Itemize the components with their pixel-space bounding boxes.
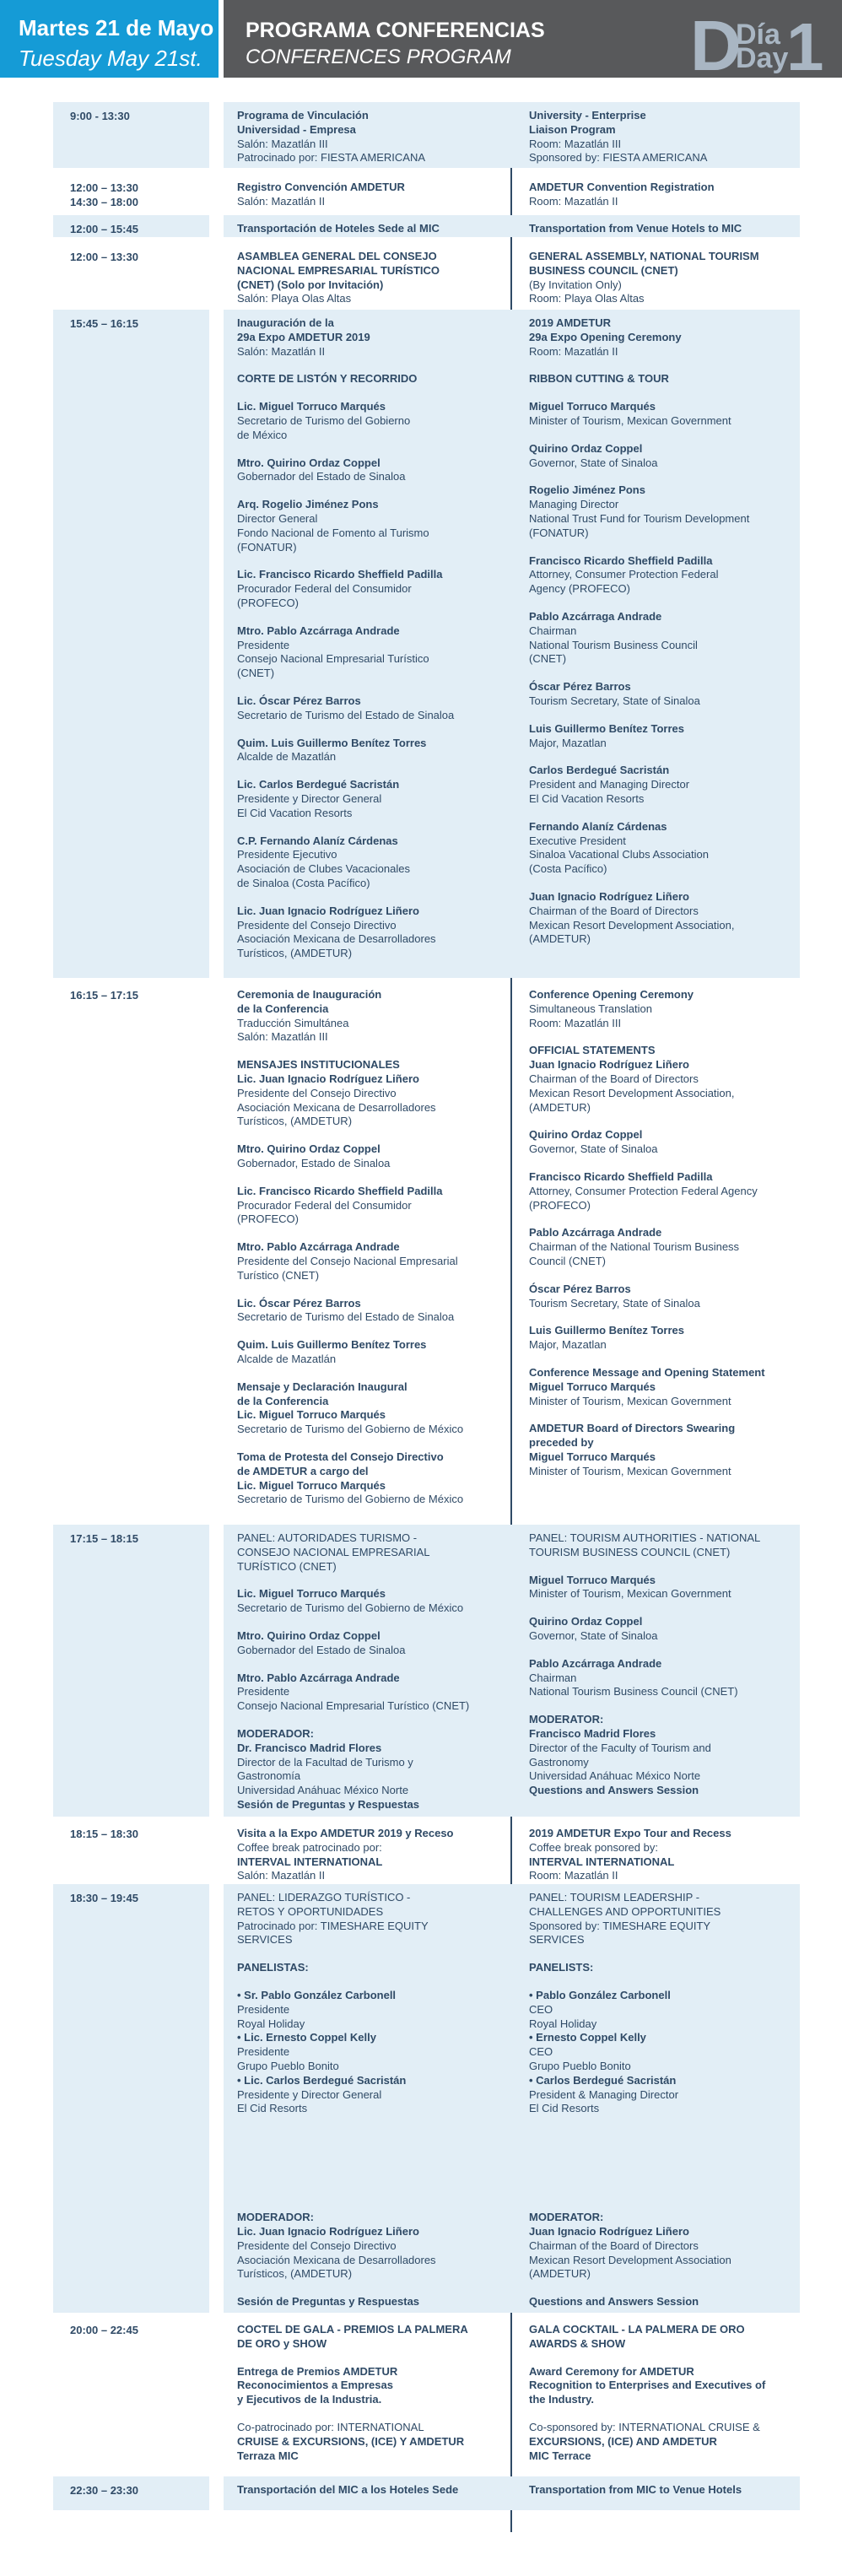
english-column xyxy=(529,1531,797,1798)
program-line: Governor, State of Sinaloa xyxy=(529,1142,658,1156)
program-line: Salón: Playa Olas Altas xyxy=(237,292,352,305)
program-line: Mensaje y Declaración Inaugural de la Conferencia Lic. Miguel Torruco Marqués xyxy=(237,1380,408,1422)
english-column xyxy=(529,1827,797,1883)
program-line: INTERVAL INTERNATIONAL xyxy=(237,1855,383,1868)
schedule-row xyxy=(53,2316,800,2473)
program-line: Lic. Carlos Berdegué Sacristán xyxy=(237,778,400,791)
program-line: COCTEL DE GALA - PREMIOS LA PALMERA DE ORO y SHOW xyxy=(237,2323,468,2350)
program-line: PANEL: TOURISM LEADERSHIP - CHALLENGES AND OPPORTUNITIES xyxy=(529,1891,721,1918)
program-line: PANELISTAS: xyxy=(237,1961,309,1974)
day-badge-day: Day xyxy=(736,42,789,74)
schedule-row xyxy=(53,310,800,978)
program-line: Chairman of the National Tourism Business Council (CNET) xyxy=(529,1240,740,1267)
time-slot: 17:15 – 18:15 xyxy=(70,1532,138,1545)
spacer xyxy=(237,764,556,778)
schedule-row xyxy=(53,1525,800,1817)
spacer xyxy=(529,386,797,400)
day-badge-number: 1 xyxy=(786,9,824,84)
spacer xyxy=(529,1975,797,1989)
program-line: Attorney, Consumer Protection Federal Agency (PROFECO) xyxy=(529,1184,758,1212)
spacer xyxy=(529,1310,797,1324)
program-line: Pablo Azcárraga Andrade xyxy=(529,1226,662,1239)
spacer xyxy=(529,541,797,554)
schedule-row xyxy=(53,1884,800,2313)
program-line: • Ernesto Coppel Kelly xyxy=(529,2031,646,2044)
program-line: Mtro. Pablo Azcárraga Andrade xyxy=(237,1671,400,1684)
spacer xyxy=(529,667,797,680)
english-column xyxy=(529,2483,797,2498)
program-line: Conference Message and Opening Statement Miguel Torruco Marqués xyxy=(529,1365,765,1393)
program-line: PANEL: AUTORIDADES TURISMO - CONSEJO NACIONAL EMPRESARIAL TURÍSTICO (CNET) xyxy=(237,1531,430,1573)
spacer xyxy=(529,2352,797,2365)
program-line: Carlos Berdegué Sacristán xyxy=(529,764,670,777)
spacer xyxy=(529,807,797,820)
program-line: University - Enterprise Liaison Program xyxy=(529,109,646,136)
program-line: Minister of Tourism, Mexican Government xyxy=(529,1394,731,1407)
program-line: Director of the Faculty of Tourism and Gastronomy Universidad Anáhuac México Norte xyxy=(529,1741,711,1783)
spacer xyxy=(237,2282,556,2295)
program-line: Secretario de Turismo del Estado de Sinaloa xyxy=(237,1310,455,1324)
schedule-row xyxy=(53,174,800,209)
program-line: MODERADOR: Lic. Juan Ignacio Rodríguez Liñero xyxy=(237,2211,419,2238)
time-slot: 9:00 - 13:30 xyxy=(70,110,130,122)
program-line: Luis Guillermo Benítez Torres xyxy=(529,1324,684,1337)
program-line: Procurador Federal del Consumidor (PROFECO) xyxy=(237,1198,412,1226)
program-line: Room: Mazatlán II xyxy=(529,1869,618,1882)
spacer xyxy=(237,1975,556,1989)
spanish-column xyxy=(237,2323,556,2463)
spacer xyxy=(237,891,556,905)
program-line: Room: Mazatlán II xyxy=(529,194,618,208)
time-cell-background xyxy=(53,310,209,978)
time-slot: 12:00 – 15:45 xyxy=(70,223,138,235)
program-line: Quirino Ordaz Coppel xyxy=(529,1128,643,1142)
program-line: Transportation from Venue Hotels to MIC xyxy=(529,222,742,235)
program-line: Minister of Tourism, Mexican Government xyxy=(529,1587,731,1601)
program-line: Co-sponsored by: INTERNATIONAL CRUISE & xyxy=(529,2420,760,2433)
program-line: Director de la Facultad de Turismo y Gastronomía Universidad Anáhuac México Norte xyxy=(237,1755,413,1797)
spacer xyxy=(529,2282,797,2295)
program-line: Salón: Mazatlán II xyxy=(237,344,326,358)
program-line: Arq. Rogelio Jiménez Pons xyxy=(237,498,379,511)
program-line: Presidente del Consejo Directivo Asociación Mexicana de Desarrolladores Turísticos, (AMDETUR) xyxy=(237,918,436,960)
spacer xyxy=(237,443,556,456)
program-line: Gobernador, Estado de Sinaloa xyxy=(237,1156,391,1169)
spacer xyxy=(529,750,797,764)
program-line: Presidente del Consejo Nacional Empresarial Turístico (CNET) xyxy=(237,1254,458,1282)
header-title-en: CONFERENCES PROGRAM xyxy=(246,46,511,68)
program-line: Salón: Mazatlán III xyxy=(237,137,328,150)
program-line: Chairman of the Board of Directors Mexican Resort Development Association (AMDETUR) xyxy=(529,2238,731,2281)
time-slot: 12:00 – 13:30 14:30 – 18:00 xyxy=(70,181,138,208)
program-line: Secretario de Turismo del Gobierno de México xyxy=(237,1493,464,1506)
program-line: Fernando Alaníz Cárdenas xyxy=(529,819,667,833)
time-slot: 16:15 – 17:15 xyxy=(70,989,138,1002)
spacer xyxy=(529,1947,797,1961)
header-date-en: Tuesday May 21st. xyxy=(19,46,202,71)
program-line: Mtro. Pablo Azcárraga Andrade xyxy=(237,1240,400,1254)
program-line: Quim. Luis Guillermo Benítez Torres xyxy=(237,736,427,749)
program-line: Lic. Miguel Torruco Marqués xyxy=(237,1587,386,1601)
program-line: Sponsored by: FIESTA AMERICANA xyxy=(529,151,708,165)
program-line: Tourism Secretary, State of Sinaloa xyxy=(529,1296,700,1310)
program-line: Sponsored by: TIMESHARE EQUITY SERVICES xyxy=(529,1919,711,1947)
program-line: Luis Guillermo Benítez Torres xyxy=(529,721,684,735)
spacer xyxy=(237,1045,556,1058)
program-line: Mtro. Quirino Ordaz Coppel xyxy=(237,1142,381,1156)
program-line: MODERATOR: Juan Ignacio Rodríguez Liñero xyxy=(529,2211,689,2238)
spacer xyxy=(237,386,556,400)
program-line: Gobernador del Estado de Sinaloa xyxy=(237,1643,406,1656)
spacer xyxy=(529,429,797,442)
spanish-column xyxy=(237,988,556,1507)
spacer xyxy=(237,1616,556,1629)
program-line: Coffee break ponsored by: xyxy=(529,1840,658,1854)
program-line: CEO Grupo Pueblo Bonito xyxy=(529,2045,631,2072)
spacer xyxy=(237,484,556,498)
time-slot: 22:30 – 23:30 xyxy=(70,2484,138,2497)
spacer xyxy=(237,1227,556,1240)
program-line: President and Managing Director El Cid Vacation Resorts xyxy=(529,778,690,805)
program-line: Toma de Protesta del Consejo Directivo de AMDETUR a cargo del Lic. Miguel Torruco Marqués xyxy=(237,1450,444,1492)
spanish-column xyxy=(237,2483,556,2498)
program-line: Mtro. Quirino Ordaz Coppel xyxy=(237,1628,381,1642)
program-line: RIBBON CUTTING & TOUR xyxy=(529,372,669,386)
spacer xyxy=(237,1947,556,1961)
program-line: Chairman National Tourism Business Council (CNET) xyxy=(529,624,698,666)
spacer xyxy=(237,1129,556,1142)
program-line: EXCURSIONS, (ICE) AND AMDETUR MIC Terrace xyxy=(529,2434,717,2462)
program-line: Patrocinado por: FIESTA AMERICANA xyxy=(237,151,426,165)
spacer xyxy=(529,2407,797,2421)
program-line: Minister of Tourism, Mexican Government xyxy=(529,413,731,427)
program-line: Chairman of the Board of Directors Mexican Resort Development Association, (AMDETUR) xyxy=(529,1072,735,1114)
program-line: Presidente Consejo Nacional Empresarial Turístico (CNET) xyxy=(237,638,429,680)
spacer xyxy=(237,681,556,694)
program-line: Registro Convención AMDETUR xyxy=(237,181,405,193)
program-line: Juan Ignacio Rodríguez Liñero xyxy=(529,889,689,903)
day-badge-letter: D xyxy=(690,6,742,85)
program-line: C.P. Fernando Alaníz Cárdenas xyxy=(237,834,398,847)
program-line: Pablo Azcárraga Andrade xyxy=(529,1656,662,1670)
english-column xyxy=(529,1891,797,2309)
spacer xyxy=(237,1714,556,1727)
spacer xyxy=(529,709,797,722)
schedule-row xyxy=(53,1820,800,1881)
program-line: MODERATOR: Francisco Madrid Flores xyxy=(529,1713,656,1740)
time-slot: 15:45 – 16:15 xyxy=(70,317,138,330)
time-slot: 20:00 – 22:45 xyxy=(70,2324,138,2336)
program-line: • Carlos Berdegué Sacristán xyxy=(529,2073,677,2087)
spacer xyxy=(237,1658,556,1671)
spacer xyxy=(529,2116,797,2211)
program-line: Co-patrocinado por: INTERNATIONAL xyxy=(237,2420,424,2433)
program-line: (By Invitation Only) Room: Playa Olas Altas xyxy=(529,278,645,305)
program-line: • Sr. Pablo González Carbonell xyxy=(237,1988,397,2001)
program-line: Alcalde de Mazatlán xyxy=(237,750,337,764)
spacer xyxy=(237,1325,556,1338)
spacer xyxy=(529,1699,797,1713)
program-line: PANELISTS: xyxy=(529,1961,594,1974)
program-line: Secretario de Turismo del Gobierno de México xyxy=(237,1601,464,1615)
english-column xyxy=(529,2323,797,2463)
program-line: Sesión de Preguntas y Respuestas xyxy=(237,2295,420,2309)
program-line: GENERAL ASSEMBLY, NATIONAL TOURISM BUSINESS COUNCIL (CNET) xyxy=(529,250,759,277)
schedule-row xyxy=(53,243,800,304)
header-date-es: Martes 21 de Mayo xyxy=(19,15,214,41)
spacer xyxy=(529,597,797,610)
english-column xyxy=(529,316,797,947)
spanish-column xyxy=(237,1891,556,2309)
spacer xyxy=(529,1560,797,1574)
program-line: Lic. Miguel Torruco Marqués xyxy=(237,400,386,413)
program-line: Questions and Answers Session xyxy=(529,1784,699,1797)
program-line: Award Ceremony for AMDETUR Recognition to Enterprises and Executives of the Industry. xyxy=(529,2364,766,2406)
program-line: Presidente y Director General El Cid Resorts xyxy=(237,2087,382,2115)
program-line: Room: Mazatlán III xyxy=(529,137,622,150)
program-line: Governor, State of Sinaloa xyxy=(529,1628,658,1642)
program-line: Ceremonia de Inauguración de la Conferencia xyxy=(237,988,382,1015)
program-line: • Lic. Carlos Berdegué Sacristán xyxy=(237,2073,407,2087)
header-title-es: PROGRAMA CONFERENCIAS xyxy=(246,19,545,42)
program-line: Lic. Francisco Ricardo Sheffield Padilla xyxy=(237,1184,443,1197)
program-line: Óscar Pérez Barros xyxy=(529,680,631,694)
program-line: Lic. Francisco Ricardo Sheffield Padilla xyxy=(237,568,443,581)
program-line: • Lic. Ernesto Coppel Kelly xyxy=(237,2031,376,2044)
spacer xyxy=(237,1437,556,1450)
spacer xyxy=(237,1367,556,1380)
spacer xyxy=(529,1644,797,1657)
program-line: Secretario de Turismo del Gobierno de México xyxy=(237,1423,464,1436)
program-line: Gobernador del Estado de Sinaloa xyxy=(237,470,406,483)
program-line: Visita a la Expo AMDETUR 2019 y Receso xyxy=(237,1827,454,1839)
program-line: Transportación de Hoteles Sede al MIC xyxy=(237,222,440,235)
program-line: Mtro. Pablo Azcárraga Andrade xyxy=(237,624,400,637)
program-line: Francisco Ricardo Sheffield Padilla xyxy=(529,554,713,567)
program-line: Sesión de Preguntas y Respuestas xyxy=(237,1797,420,1811)
program-line: PANEL: TOURISM AUTHORITIES - NATIONAL TOURISM BUSINESS COUNCIL (CNET) xyxy=(529,1531,761,1558)
program-line: Questions and Answers Session xyxy=(529,2295,699,2309)
spacer xyxy=(237,359,556,372)
program-line: Transportación del MIC a los Hoteles Sede xyxy=(237,2483,459,2496)
program-line: AMDETUR Convention Registration xyxy=(529,181,715,193)
spacer xyxy=(237,554,556,568)
program-line: Quirino Ordaz Coppel xyxy=(529,441,643,455)
spacer xyxy=(237,2116,556,2211)
spacer xyxy=(529,470,797,483)
english-column xyxy=(529,109,797,165)
program-line: Salón: Mazatlán II xyxy=(237,1869,326,1882)
program-line: Rogelio Jiménez Pons xyxy=(529,483,645,497)
spacer xyxy=(529,1601,797,1615)
day-badge-dia: Día xyxy=(736,19,780,51)
program-line: Coffee break patrocinado por: xyxy=(237,1840,382,1854)
spacer xyxy=(529,877,797,890)
program-line: CEO Royal Holiday xyxy=(529,2002,597,2030)
spanish-column xyxy=(237,222,556,236)
spacer xyxy=(237,1171,556,1185)
program-line: Conference Opening Ceremony xyxy=(529,988,694,1001)
program-line: Óscar Pérez Barros xyxy=(529,1282,631,1295)
program-line: ASAMBLEA GENERAL DEL CONSEJO NACIONAL EMPRESARIAL TURÍSTICO (CNET) (Solo por Invitación) xyxy=(237,250,440,291)
program-line: PANEL: LIDERAZGO TURÍSTICO - RETOS Y OPORTUNIDADES xyxy=(237,1891,411,1918)
spanish-column xyxy=(237,250,556,306)
program-line: Lic. Juan Ignacio Rodríguez Liñero xyxy=(237,904,419,917)
spacer xyxy=(237,1283,556,1297)
spanish-column xyxy=(237,109,556,165)
spanish-column xyxy=(237,1531,556,1812)
english-column xyxy=(529,181,797,209)
program-line: Governor, State of Sinaloa xyxy=(529,456,658,469)
spacer xyxy=(237,1574,556,1587)
program-line: Executive President Sinaloa Vacational Clubs Association (Costa Pacífico) xyxy=(529,834,709,876)
spacer xyxy=(529,1269,797,1283)
program-line: • Pablo González Carbonell xyxy=(529,1988,671,2001)
spanish-column xyxy=(237,1827,556,1883)
english-column xyxy=(529,250,797,306)
program-line: Presidente Ejecutivo Asociación de Clubes Vacacionales de Sinaloa (Costa Pacífico) xyxy=(237,848,410,889)
program-line: Quim. Luis Guillermo Benítez Torres xyxy=(237,1338,427,1352)
program-line: Managing Director National Trust Fund for Tourism Development (FONATUR) xyxy=(529,498,750,539)
program-line: OFFICIAL STATEMENTS Juan Ignacio Rodríguez Liñero xyxy=(529,1044,689,1072)
program-line: Simultaneous Translation Room: Mazatlán III xyxy=(529,1002,652,1029)
schedule-row xyxy=(53,2476,800,2510)
spacer xyxy=(529,1030,797,1044)
schedule-row xyxy=(53,215,800,237)
program-line: President & Managing Director El Cid Resorts xyxy=(529,2087,679,2115)
program-line: Presidente del Consejo Directivo Asociación Mexicana de Desarrolladores Turísticos, (AMDETUR) xyxy=(237,1086,436,1128)
program-line: INTERVAL INTERNATIONAL xyxy=(529,1855,675,1868)
program-line: Minister of Tourism, Mexican Government xyxy=(529,1464,731,1477)
spacer xyxy=(529,1212,797,1226)
spacer xyxy=(237,723,556,737)
program-line: MODERADOR: Dr. Francisco Madrid Flores xyxy=(237,1726,382,1754)
program-line: Major, Mazatlan xyxy=(529,1338,607,1352)
spanish-column xyxy=(237,316,556,961)
program-line: CORTE DE LISTÓN Y RECORRIDO xyxy=(237,372,418,386)
spacer xyxy=(237,611,556,624)
program-line: Patrocinado por: TIMESHARE EQUITY SERVICES xyxy=(237,1919,429,1947)
program-line: Alcalde de Mazatlán xyxy=(237,1352,337,1365)
program-line: Secretario de Turismo del Gobierno de México xyxy=(237,413,411,441)
program-line: Presidente Consejo Nacional Empresarial Turístico (CNET) xyxy=(237,1685,470,1713)
program-line: Programa de Vinculación Universidad - Empresa xyxy=(237,109,369,136)
spacer xyxy=(529,1353,797,1366)
english-column xyxy=(529,988,797,1479)
program-line: Attorney, Consumer Protection Federal Agency (PROFECO) xyxy=(529,568,719,596)
schedule-row xyxy=(53,981,800,1521)
program-line: Presidente y Director General El Cid Vacation Resorts xyxy=(237,791,382,819)
time-slot: 18:30 – 19:45 xyxy=(70,1892,138,1904)
schedule-row xyxy=(53,102,800,168)
program-line: 2019 AMDETUR Expo Tour and Recess xyxy=(529,1827,731,1839)
header-date-box xyxy=(0,0,219,78)
program-line: CRUISE & EXCURSIONS, (ICE) Y AMDETUR Terraza MIC xyxy=(237,2434,465,2462)
program-line: Procurador Federal del Consumidor (PROFECO) xyxy=(237,582,412,609)
spacer xyxy=(237,821,556,834)
program-line: Chairman National Tourism Business Council (CNET) xyxy=(529,1671,738,1698)
program-line: Francisco Ricardo Sheffield Padilla xyxy=(529,1169,713,1183)
program-line: Inauguración de la 29a Expo AMDETUR 2019 xyxy=(237,316,370,343)
program-line: Entrega de Premios AMDETUR Reconocimientos a Empresas y Ejecutivos de la Industria. xyxy=(237,2364,398,2406)
program-line: Secretario de Turismo del Estado de Sinaloa xyxy=(237,708,455,721)
time-slot: 18:15 – 18:30 xyxy=(70,1828,138,1840)
program-line: Quirino Ordaz Coppel xyxy=(529,1615,643,1628)
program-line: Mtro. Quirino Ordaz Coppel xyxy=(237,456,381,469)
program-line: 2019 AMDETUR 29a Expo Opening Ceremony xyxy=(529,316,682,343)
program-line: Lic. Óscar Pérez Barros xyxy=(237,694,361,707)
time-cell-background xyxy=(53,1884,209,2313)
program-line: Transportation from MIC to Venue Hotels xyxy=(529,2483,742,2496)
program-line: Miguel Torruco Marqués xyxy=(529,400,656,413)
program-line: AMDETUR Board of Directors Swearing preceded by Miguel Torruco Marqués xyxy=(529,1422,736,1463)
spanish-column xyxy=(237,181,556,209)
spacer xyxy=(237,2407,556,2421)
program-line: Presidente del Consejo Directivo Asociación Mexicana de Desarrolladores Turísticos, (AMDETUR) xyxy=(237,2238,436,2281)
program-line: Presidente Royal Holiday xyxy=(237,2002,305,2030)
spacer xyxy=(529,1157,797,1170)
time-cell-background xyxy=(53,1525,209,1817)
program-line: Director General Fondo Nacional de Fomento al Turismo (FONATUR) xyxy=(237,511,429,554)
program-line: Traducción Simultánea Salón: Mazatlán III xyxy=(237,1016,349,1044)
program-line: Room: Mazatlán II xyxy=(529,344,618,358)
time-slot: 12:00 – 13:30 xyxy=(70,251,138,263)
spacer xyxy=(529,359,797,372)
english-column xyxy=(529,222,797,236)
spacer xyxy=(237,2352,556,2365)
program-line: Tourism Secretary, State of Sinaloa xyxy=(529,694,700,707)
program-line: GALA COCKTAIL - LA PALMERA DE ORO AWARDS & SHOW xyxy=(529,2323,745,2350)
program-line: Miguel Torruco Marqués xyxy=(529,1573,656,1586)
spacer xyxy=(529,1408,797,1422)
program-line: Presidente Grupo Pueblo Bonito xyxy=(237,2045,339,2072)
program-line: MENSAJES INSTITUCIONALES Lic. Juan Ignacio Rodríguez Liñero xyxy=(237,1058,419,1085)
program-line: Chairman of the Board of Directors Mexican Resort Development Association, (AMDETUR) xyxy=(529,904,735,946)
program-line: Salón: Mazatlán II xyxy=(237,194,326,208)
program-line: Pablo Azcárraga Andrade xyxy=(529,609,662,623)
program-line: Lic. Óscar Pérez Barros xyxy=(237,1296,361,1310)
program-line: Major, Mazatlan xyxy=(529,736,607,749)
spacer xyxy=(529,1115,797,1128)
